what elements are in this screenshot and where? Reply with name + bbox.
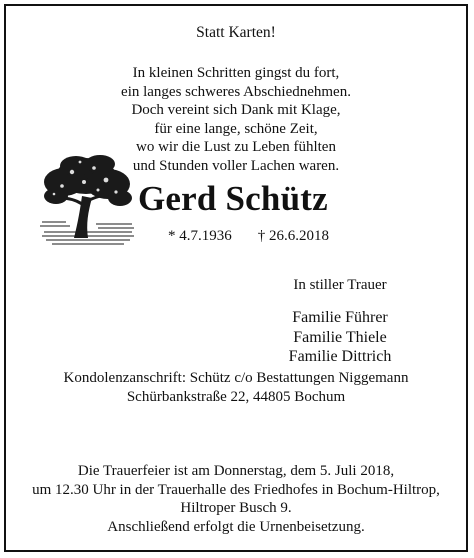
condolence-line: Kondolenzanschrift: Schütz c/o Bestattungen Niggemann <box>63 370 409 386</box>
mourning-line: In stiller Trauer <box>293 277 387 293</box>
obituary-notice <box>4 4 468 552</box>
poem-line: In kleinen Schritten gingst du fort, <box>132 65 340 81</box>
condolence-address <box>6 369 466 406</box>
poem-line: Doch vereint sich Dank mit Klage, <box>131 102 341 118</box>
heading: Statt Karten! <box>196 24 276 41</box>
ceremony-line: Anschließend erfolgt die Urnenbeisetzung. <box>107 518 365 535</box>
ceremony-line: um 12.30 Uhr in der Trauerhalle des Friedhofes in Bochum-Hiltrop, <box>32 481 440 498</box>
family-name: Familie Dittrich <box>288 348 392 365</box>
poem-line: für eine lange, schöne Zeit, <box>154 120 318 137</box>
poem-line: und Stunden voller Lachen waren. <box>132 157 340 174</box>
death-date: † 26.6.2018 <box>257 228 329 244</box>
condolence-line: Schürbankstraße 22, 44805 Bochum <box>126 388 346 405</box>
family-name: Familie Thiele <box>293 328 387 346</box>
poem-line: ein langes schweres Abschiednehmen. <box>121 83 351 100</box>
ceremony-info <box>6 462 466 536</box>
tree-icon <box>36 152 136 250</box>
poem-line: wo wir die Lust zu Leben fühlten <box>136 139 336 155</box>
life-dates <box>168 227 329 245</box>
birth-date: * 4.7.1936 <box>168 228 232 244</box>
deceased-name: Gerd Schütz <box>138 179 328 218</box>
ceremony-line: Die Trauerfeier ist am Donnerstag, dem 5. Juli 2018, <box>77 463 395 479</box>
family-name: Familie Führer <box>292 309 388 326</box>
families-list <box>110 308 474 367</box>
ceremony-line: Hiltroper Busch 9. <box>180 500 292 516</box>
